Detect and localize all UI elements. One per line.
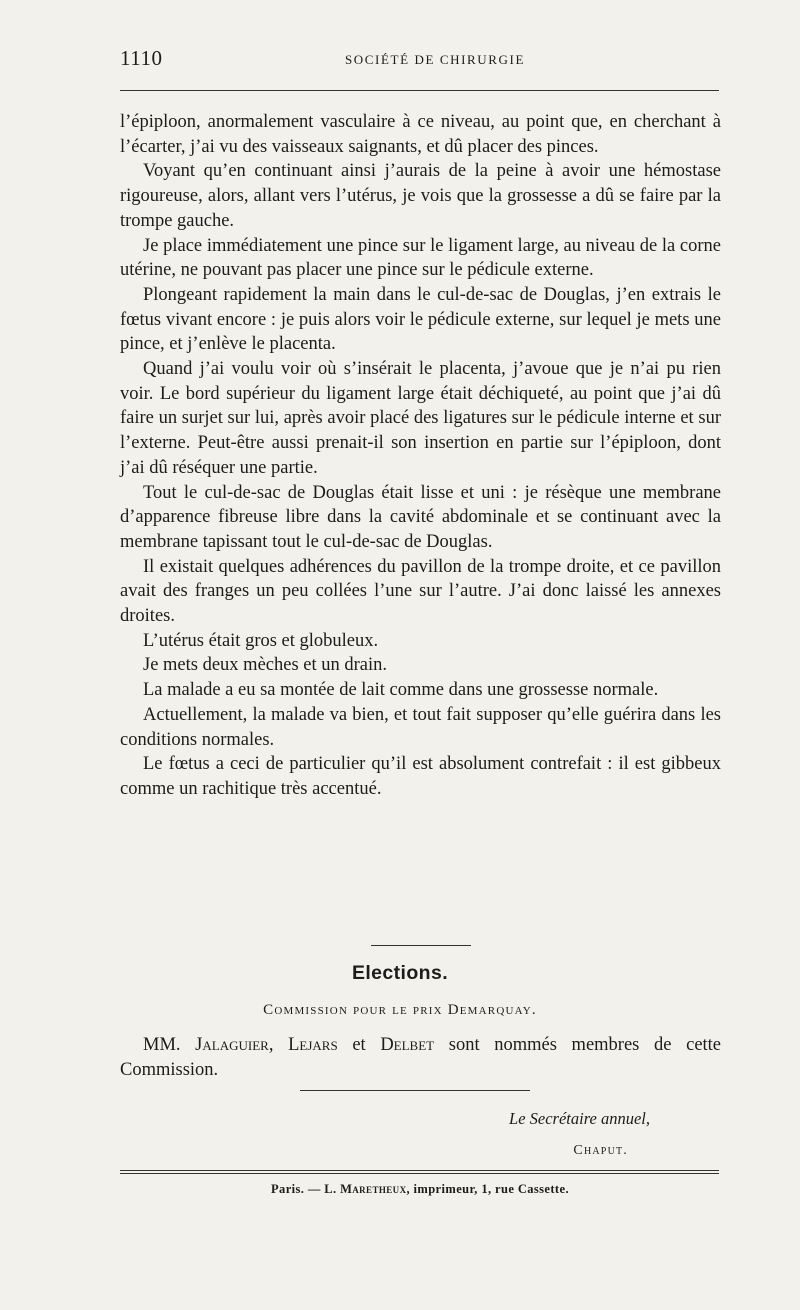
paragraph: Quand j’ai voulu voir où s’insérait le placenta, j’avoue que je n’ai pu rien voir. Le bord supérieur du ligament large était déchiqueté, au point que j’ai dû faire un surjet sur lui, après avoir placé des ligatures sur le pédicule interne et sur l’externe. Peut-être aussi prenait-il son insertion en partie sur l’épiploon, dont j’ai dû réséquer une partie. <box>120 359 721 478</box>
member-name: Jalaguier <box>195 1035 269 1055</box>
paragraph: Actuellement, la malade va bien, et tout fait supposer qu’elle guérira dans les conditions normales. <box>120 704 721 750</box>
paragraph: La malade a eu sa montée de lait comme dans une grossesse normale. <box>143 680 659 701</box>
page-number: 1110 <box>120 46 163 70</box>
signature-divider <box>300 1090 530 1091</box>
section-subheading: Commission pour le prix Demarquay. <box>263 1002 537 1018</box>
running-title: SOCIÉTÉ DE CHIRURGIE <box>344 52 526 67</box>
paragraph: Voyant qu’en continuant ainsi j’aurais de la peine à avoir une hémostase rigoureuse, alors, allant vers l’utérus, je vois que la grossesse a dû se faire par la trompe gauche. <box>120 161 721 231</box>
signature-title: Le Secrétaire annuel, <box>509 1109 650 1128</box>
member-separator: , <box>268 1035 274 1055</box>
printer-imprint <box>0 1182 800 1197</box>
footer-rule <box>120 1173 719 1174</box>
member-name: Delbet <box>380 1035 435 1055</box>
elections-paragraph <box>120 1033 721 1082</box>
members-suffix: sont nommés membres de cette Commission. <box>120 1035 722 1080</box>
paragraph: Je mets deux mèches et un drain. <box>143 655 388 676</box>
header-rule <box>120 90 719 91</box>
imprint-name: Maretheux <box>340 1182 407 1196</box>
imprint-suffix: , imprimeur, 1, rue Cassette. <box>406 1182 569 1196</box>
paragraph: l’épiploon, anormalement vasculaire à ce niveau, au point que, en cherchant à l’écarter, j’ai vu des vaisseaux saignants, et dû placer des pinces. <box>120 112 721 157</box>
paragraph: Le fœtus a ceci de particulier qu’il est absolument contrefait : il est gibbeux comme un rachitique très accentué. <box>120 754 721 799</box>
members-prefix: MM. <box>143 1035 181 1055</box>
paragraph: Tout le cul-de-sac de Douglas était lisse et uni : je résèque une membrane d’apparence fibreuse libre dans la cavité abdominale et se continuant avec la membrane tapissant tout le cul-de-sac de Douglas. <box>120 482 721 552</box>
member-name: Lejars <box>288 1035 338 1055</box>
imprint-prefix: Paris. — L. <box>271 1182 337 1196</box>
member-conjunction: et <box>352 1035 366 1055</box>
paragraph: Il existait quelques adhérences du pavillon de la trompe droite, et ce pavillon avait des franges un peu collées l’une sur l’autre. J’ai donc laissé les annexes droites. <box>120 556 721 627</box>
section-divider <box>371 945 471 946</box>
body-text <box>120 110 721 802</box>
paragraph: L’utérus était gros et globuleux. <box>143 630 379 651</box>
signature-name: Chaput. <box>573 1143 628 1158</box>
section-heading: Elections. <box>351 962 449 984</box>
paragraph: Plongeant rapidement la main dans le cul-de-sac de Douglas, j’en extrais le fœtus vivant encore : je puis alors voir le pédicule externe, sur lequel je mets une pince, et j’enlève le placenta. <box>120 284 721 355</box>
footer-rule <box>120 1170 719 1171</box>
running-head <box>120 46 720 76</box>
paragraph: Je place immédiatement une pince sur le ligament large, au niveau de la corne utérine, ne pouvant pas placer une pince sur le pédicule externe. <box>120 235 721 281</box>
